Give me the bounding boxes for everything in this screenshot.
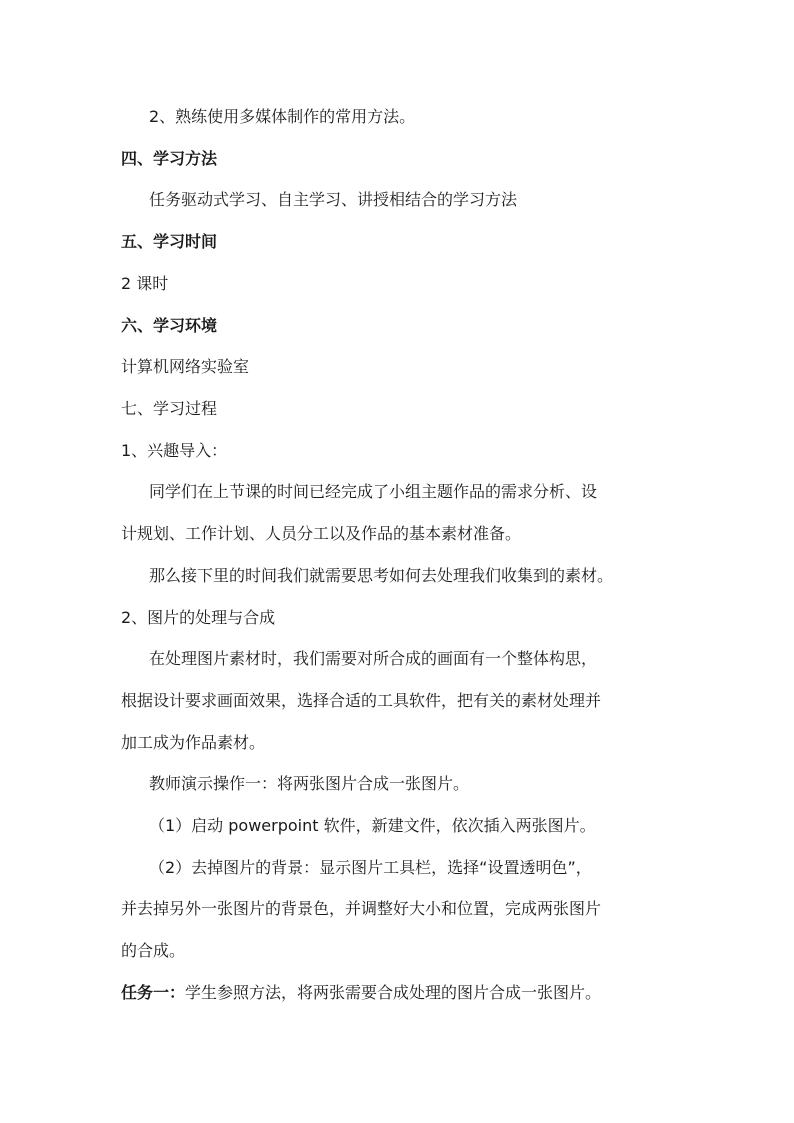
task-line	[121, 982, 601, 1004]
section-heading: 七、学习过程	[121, 399, 218, 418]
text-line: 计规划、工作计划、人员分工以及作品的基本素材准备。	[121, 524, 522, 543]
text-line: 并去掉另外一张图片的背景色，并调整好大小和位置，完成两张图片	[121, 899, 602, 918]
text-line: 任务驱动式学习、自主学习、讲授相结合的学习方法	[149, 190, 518, 209]
section-heading: 四、学习方法	[121, 149, 218, 168]
text-line: 的合成。	[121, 941, 186, 960]
section-heading: 五、学习时间	[121, 232, 218, 251]
text-line: 加工成为作品素材。	[121, 733, 266, 752]
section-heading: 六、学习环境	[121, 316, 218, 335]
text-line: （1）启动 powerpoint 软件，新建文件，依次插入两张图片。	[149, 816, 596, 835]
text-line: 1、兴趣导入：	[121, 441, 228, 460]
task-label: 任务一：	[121, 983, 186, 1002]
text-line: 教师演示操作一：将两张图片合成一张图片。	[149, 774, 470, 793]
text-line: （2）去掉图片的背景：显示图片工具栏，选择“设置透明色”，	[149, 858, 592, 877]
task-text: 学生参照方法，将两张需要合成处理的图片合成一张图片。	[185, 983, 602, 1002]
text-line: 在处理图片素材时，我们需要对所合成的画面有一个整体构思，	[149, 649, 598, 668]
text-line: 2、图片的处理与合成	[121, 608, 276, 627]
text-line: 2 课时	[121, 274, 169, 293]
text-line: 根据设计要求画面效果，选择合适的工具软件，把有关的素材处理并	[121, 691, 602, 710]
text-line: 同学们在上节课的时间已经完成了小组主题作品的需求分析、设	[149, 482, 598, 501]
text-line: 那么接下里的时间我们就需要思考如何去处理我们收集到的素材。	[149, 566, 614, 585]
text-line: 2、熟练使用多媒体制作的常用方法。	[149, 107, 416, 126]
text-line: 计算机网络实验室	[121, 357, 250, 376]
